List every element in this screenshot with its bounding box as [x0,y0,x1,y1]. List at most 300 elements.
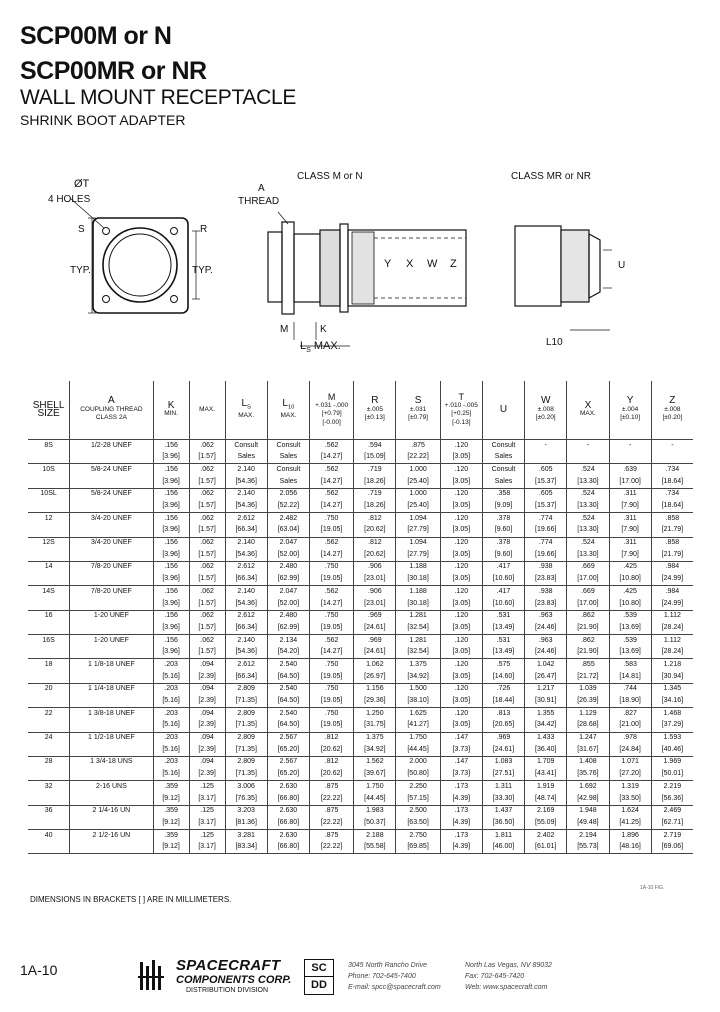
m-cell: [19.05] [310,695,354,707]
t-cell: [4.39] [440,793,482,805]
coupling-thread-cell: 2 1/2-16 UN [70,830,153,842]
z-cell: 2.469 [651,805,693,817]
w-cell: [23.83] [525,598,567,610]
m-cell: [22.22] [310,842,354,854]
kmin-cell: .359 [153,781,189,793]
s-cell: 2.250 [396,781,440,793]
ls-cell: [71.35] [225,744,267,756]
s-cell: 1.000 [396,488,440,500]
m-cell: [19.05] [310,622,354,634]
r-cell: [20.62] [354,549,396,561]
shell-size-cell [28,720,70,732]
shell-size-cell [28,647,70,659]
m-cell: [22.22] [310,817,354,829]
class-mn-label: CLASS M or N [297,171,363,182]
w-cell: .963 [525,610,567,622]
u-cell: 1.437 [482,805,524,817]
x-cell: 1.247 [567,732,609,744]
header-y-tol: ±.004 [622,405,639,413]
shell-size-cell [28,769,70,781]
l10-cell: 2.047 [267,537,309,549]
shell-size-cell [28,695,70,707]
w-cell: .605 [525,464,567,476]
ls-cell: [54.36] [225,647,267,659]
coupling-thread-cell [70,769,153,781]
ls-cell: 3.281 [225,830,267,842]
x-cell: .669 [567,561,609,573]
shell-size-cell: 28 [28,756,70,768]
ls-cell: 2.809 [225,683,267,695]
header-a-sub: COUPLING THREAD CLASS 2A [80,405,143,422]
table-row [28,647,693,659]
r-cell: .969 [354,610,396,622]
table-row [28,574,693,586]
ls-cell: 3.203 [225,805,267,817]
shell-size-cell: 8S [28,440,70,452]
z-label: Z [450,258,457,270]
header-k-min [153,381,189,440]
coupling-thread-cell: 7/8-20 UNEF [70,561,153,573]
r-cell: [18.26] [354,476,396,488]
y-cell: [14.81] [609,671,651,683]
x-cell [567,452,609,464]
l10-label: L10 [546,337,563,348]
ls-cell: 3.006 [225,781,267,793]
kmin-cell: [5.16] [153,769,189,781]
address-city: North Las Vegas, NV 89032 [465,962,552,969]
coupling-thread-cell: 1 1/2-18 UNEF [70,732,153,744]
kmin-cell: [5.16] [153,695,189,707]
table-row [28,830,693,842]
header-a-title: A [108,395,115,407]
scdd-badge [304,959,334,995]
u-cell: .531 [482,610,524,622]
z-cell: .734 [651,464,693,476]
r-cell: .812 [354,537,396,549]
u-cell: .378 [482,537,524,549]
u-cell: [36.50] [482,817,524,829]
kmin-cell: [9.12] [153,793,189,805]
kmax-cell: [1.57] [189,549,225,561]
m-cell: .562 [310,464,354,476]
x-cell: [13.30] [567,525,609,537]
ls-cell: [83.34] [225,842,267,854]
t-cell: .120 [440,488,482,500]
u-cell: [10.60] [482,598,524,610]
title-product-subtitle: SHRINK BOOT ADAPTER [20,112,186,128]
coupling-thread-cell: 1 3/4-18 UNS [70,756,153,768]
shell-size-cell: 16S [28,635,70,647]
t-cell: .147 [440,756,482,768]
s-cell: [57.15] [396,793,440,805]
table-row [28,817,693,829]
t-cell: [3.05] [440,622,482,634]
kmax-cell: [2.39] [189,695,225,707]
header-w [525,381,567,440]
w-cell: [36.40] [525,744,567,756]
r-cell: .906 [354,561,396,573]
w-cell: [30.91] [525,695,567,707]
kmin-cell: .156 [153,440,189,452]
y-cell: 1.896 [609,830,651,842]
kmin-cell: .203 [153,732,189,744]
coupling-thread-cell: 2 1/4-16 UN [70,805,153,817]
header-l10-title: L [282,397,288,409]
y-cell: .827 [609,708,651,720]
l10-cell: [62.99] [267,622,309,634]
t-cell: [3.73] [440,744,482,756]
kmax-cell: .125 [189,805,225,817]
coupling-thread-cell [70,817,153,829]
x-cell: 1.948 [567,805,609,817]
page-number: 1A-10 [20,962,58,978]
kmax-cell: .062 [189,586,225,598]
z-cell: [37.29] [651,720,693,732]
s-cell: 1.750 [396,732,440,744]
address-email: E-mail: spcc@spacecraft.com [348,984,441,991]
class-mrnr-label: CLASS MR or NR [511,171,592,182]
kmin-cell: [5.16] [153,720,189,732]
l10-cell: 2.630 [267,781,309,793]
s-cell: 1.094 [396,537,440,549]
coupling-thread-cell [70,622,153,634]
s-cell: [41.27] [396,720,440,732]
ls-cell: [76.35] [225,793,267,805]
u-cell: .417 [482,586,524,598]
w-cell: .774 [525,513,567,525]
l10-cell: Sales [267,476,309,488]
kmin-cell: .156 [153,513,189,525]
l10-cell: Consult [267,464,309,476]
kmax-cell: [3.17] [189,817,225,829]
ls-cell: [66.34] [225,622,267,634]
r-cell: .594 [354,440,396,452]
x-cell: [17.00] [567,598,609,610]
u-cell: Consult [482,440,524,452]
z-cell: 1.468 [651,708,693,720]
kmax-cell: [2.39] [189,671,225,683]
t-cell: .120 [440,708,482,720]
m-cell: [14.27] [310,476,354,488]
shell-size-cell: 20 [28,683,70,695]
y-cell: .311 [609,513,651,525]
y-cell: .978 [609,732,651,744]
kmin-cell: .156 [153,586,189,598]
u-cell: Sales [482,452,524,464]
x-cell: .524 [567,488,609,500]
shell-size-cell: 12 [28,513,70,525]
y-cell: [41.25] [609,817,651,829]
table-row [28,586,693,598]
header-l10 [267,381,309,440]
ls-cell: [54.36] [225,549,267,561]
header-m-tol: +.031 -.000 [315,401,349,409]
z-cell: [21.79] [651,549,693,561]
m-cell: .750 [310,561,354,573]
w-cell: 1.919 [525,781,567,793]
table-row [28,598,693,610]
shell-size-cell: 10SL [28,488,70,500]
address-right [465,960,552,993]
ls-main: L [300,340,307,352]
y-cell: [10.80] [609,574,651,586]
l10-cell: [66.80] [267,842,309,854]
r-cell: [44.45] [354,793,396,805]
coupling-thread-cell [70,744,153,756]
coupling-thread-cell [70,647,153,659]
r-cell: [39.67] [354,769,396,781]
r-cell: [31.75] [354,720,396,732]
brand-company: COMPONENTS CORP. [176,974,292,986]
z-cell: 1.969 [651,756,693,768]
m-cell: .750 [310,683,354,695]
title-part-numbers-r: SCP00MR or NR [20,57,207,85]
table-body [28,440,693,854]
w-cell: 1.709 [525,756,567,768]
table-row [28,744,693,756]
title-product-name: WALL MOUNT RECEPTACLE [20,86,297,109]
shell-size-cell: 24 [28,732,70,744]
header-y-title: Y [626,395,634,407]
w-cell: [24.46] [525,622,567,634]
s-cell: 1.094 [396,513,440,525]
m-cell: [22.22] [310,793,354,805]
header-k-title: K [167,399,175,411]
kmin-cell: [3.96] [153,452,189,464]
coupling-thread-cell: 1 3/8-18 UNEF [70,708,153,720]
x-cell: [13.30] [567,549,609,561]
l10-cell: 2.630 [267,805,309,817]
t-cell: [3.05] [440,647,482,659]
m-cell: [19.05] [310,525,354,537]
y-cell: [13.69] [609,622,651,634]
z-cell: [50.01] [651,769,693,781]
ls-cell: Consult [225,440,267,452]
u-cell: 1.311 [482,781,524,793]
header-r-title: R [371,395,379,407]
ls-sub: S [306,347,311,355]
x-cell: [42.98] [567,793,609,805]
s-cell: [30.18] [396,598,440,610]
table-row [28,610,693,622]
s-cell: 1.188 [396,586,440,598]
header-r-mm: [±0.13] [364,414,385,422]
t-cell: .173 [440,781,482,793]
ls-cell: 2.809 [225,732,267,744]
table-row [28,769,693,781]
s-cell: [32.54] [396,622,440,634]
header-m [310,381,354,440]
ls-cell: [81.36] [225,817,267,829]
table-row [28,720,693,732]
t-cell: .173 [440,830,482,842]
s-cell: 1.000 [396,464,440,476]
coupling-thread-cell [70,549,153,561]
z-cell: .984 [651,561,693,573]
shell-size-cell [28,476,70,488]
ls-cell: 2.612 [225,513,267,525]
m-cell: .562 [310,586,354,598]
u-cell: [14.60] [482,671,524,683]
m-cell: [14.27] [310,549,354,561]
millimeters-note: DIMENSIONS IN BRACKETS [ ] ARE IN MILLIMETERS. [30,895,232,904]
w-cell: [24.46] [525,647,567,659]
kmax-cell: .125 [189,781,225,793]
s-cell: 1.281 [396,635,440,647]
ls-cell: [71.35] [225,769,267,781]
kmax-cell: .125 [189,830,225,842]
x-cell: [13.30] [567,500,609,512]
x-cell: .669 [567,586,609,598]
t-cell: [3.73] [440,769,482,781]
l10-cell: 2.540 [267,708,309,720]
kmax-cell: .094 [189,659,225,671]
l10-cell: [62.99] [267,574,309,586]
t-cell: [4.39] [440,817,482,829]
a-label: A [258,183,265,194]
w-cell: 2.402 [525,830,567,842]
u-cell: .813 [482,708,524,720]
kmax-cell: .062 [189,635,225,647]
kmax-cell: [1.57] [189,598,225,610]
s-cell: [32.54] [396,647,440,659]
x-cell: [21.90] [567,647,609,659]
w-cell: [19.66] [525,549,567,561]
figure-code: 1A-10 FIG. [640,885,665,891]
header-u: U [482,381,524,440]
y-cell: .744 [609,683,651,695]
z-cell: [56.36] [651,793,693,805]
x-cell: [13.30] [567,476,609,488]
r-cell: [15.09] [354,452,396,464]
t-cell: .120 [440,586,482,598]
w-cell: 1.355 [525,708,567,720]
r-cell: [24.61] [354,622,396,634]
kmin-cell: .359 [153,805,189,817]
w-cell: .774 [525,537,567,549]
y-cell: [7.90] [609,500,651,512]
l10-cell: 2.480 [267,561,309,573]
table-header-row [28,381,693,440]
coupling-thread-cell: 1 1/8-18 UNEF [70,659,153,671]
coupling-thread-cell: 1-20 UNEF [70,635,153,647]
shell-size-cell [28,793,70,805]
u-cell: .417 [482,561,524,573]
coupling-thread-cell [70,598,153,610]
scdd-bottom: DD [311,979,327,991]
s-cell: 1.375 [396,659,440,671]
r-cell: .719 [354,464,396,476]
r-cell: 1.750 [354,781,396,793]
kmax-cell: [1.57] [189,647,225,659]
t-cell: [3.05] [440,452,482,464]
s-cell: 1.188 [396,561,440,573]
header-shell-size: SHELL SIZE [28,381,70,440]
z-cell: [21.79] [651,525,693,537]
y-cell: .583 [609,659,651,671]
z-cell: [24.99] [651,598,693,610]
r-cell: [18.26] [354,500,396,512]
w-cell: .938 [525,586,567,598]
u-cell: 1.083 [482,756,524,768]
x-cell: [31.67] [567,744,609,756]
l10-cell: [66.80] [267,793,309,805]
coupling-thread-cell [70,525,153,537]
s-cell: [30.18] [396,574,440,586]
y-label: Y [384,258,392,270]
header-k-min-label: MIN. [164,410,178,417]
shell-size-cell [28,500,70,512]
kmin-cell: .156 [153,610,189,622]
shell-size-cell [28,842,70,854]
kmin-cell: [5.16] [153,744,189,756]
ls-cell: 2.612 [225,659,267,671]
table-row [28,561,693,573]
m-cell: .875 [310,805,354,817]
ls-cell: Sales [225,452,267,464]
z-cell [651,452,693,464]
kmin-cell: .203 [153,756,189,768]
header-l10-max: MAX. [280,411,297,419]
shell-size-cell: 36 [28,805,70,817]
shell-size-cell: 18 [28,659,70,671]
w-cell: [19.66] [525,525,567,537]
t-cell: .120 [440,537,482,549]
z-cell: .734 [651,488,693,500]
y-cell: - [609,440,651,452]
s-cell: [22.22] [396,452,440,464]
front-view [93,218,188,313]
l10-cell: [52.00] [267,598,309,610]
z-cell: [40.46] [651,744,693,756]
u-cell: 1.811 [482,830,524,842]
u-cell: [10.60] [482,574,524,586]
ls-cell: 2.140 [225,488,267,500]
coupling-thread-cell [70,476,153,488]
ls-cell: 2.140 [225,464,267,476]
kmin-cell: [3.96] [153,622,189,634]
x-cell: - [567,440,609,452]
z-cell: - [651,440,693,452]
s-cell: [25.40] [396,500,440,512]
m-cell: [14.27] [310,647,354,659]
table-row [28,756,693,768]
w-cell: 1.042 [525,659,567,671]
kmin-cell: [5.16] [153,671,189,683]
r-cell: [34.92] [354,744,396,756]
t-cell: [3.05] [440,525,482,537]
shell-size-cell [28,671,70,683]
l10-cell: [54.20] [267,647,309,659]
u-cell: [18.44] [482,695,524,707]
m-cell: .750 [310,659,354,671]
header-z [651,381,693,440]
t-cell: [3.05] [440,695,482,707]
table-row [28,440,693,452]
table-row [28,793,693,805]
x-cell: [17.00] [567,574,609,586]
y-cell: [17.00] [609,476,651,488]
y-cell: [7.90] [609,549,651,561]
header-k-max [189,381,225,440]
side-view-class-mrnr [515,226,612,330]
y-cell: [33.50] [609,793,651,805]
kmin-cell: .156 [153,561,189,573]
l10-cell: 2.567 [267,756,309,768]
shell-size-cell [28,452,70,464]
u-cell: [33.30] [482,793,524,805]
x-cell: .862 [567,610,609,622]
